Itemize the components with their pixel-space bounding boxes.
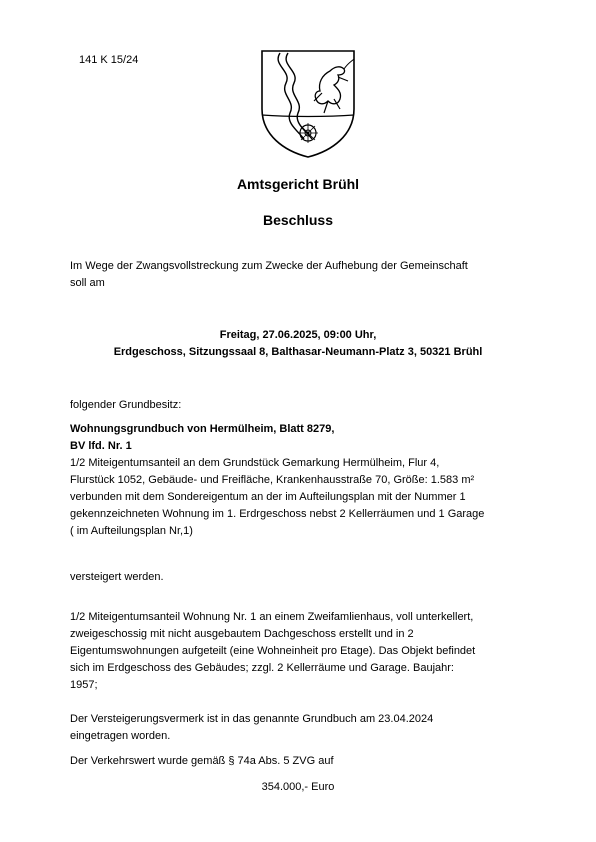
court-name: Amtsgericht Brühl — [236, 176, 360, 192]
beschreibung-paragraph — [70, 609, 540, 694]
coat-of-arms-icon — [258, 47, 358, 159]
grundbesitz-line: ( im Aufteilungsplan Nr,1) — [70, 525, 193, 537]
grundbesitz-line: Flurstück 1052, Gebäude- und Freifläche, Krankenhausstraße 70, Größe: 1.583 m² — [70, 474, 475, 486]
vermerk-line: eingetragen worden. — [70, 730, 171, 742]
beschreibung-line: sich im Erdgeschoss des Gebäudes; zzgl. 2 Kellerräume und Garage. Baujahr: — [70, 662, 454, 674]
vermerk-line: Der Versteigerungsvermerk ist in das genannte Grundbuch am 23.04.2024 — [70, 713, 434, 725]
beschreibung-line: zweigeschossig mit nicht ausgebautem Dachgeschoss erstellt und in 2 — [70, 628, 414, 640]
beschreibung-line: 1/2 Miteigentumsanteil Wohnung Nr. 1 an einem Zweifamlienhaus, voll unterkellert, — [70, 611, 474, 623]
vermerk-paragraph — [70, 711, 540, 745]
termin-date: Freitag, 27.06.2025, 09:00 Uhr, — [219, 329, 377, 341]
grundbesitz-block — [70, 421, 540, 540]
intro-line: Im Wege der Zwangsvollstreckung zum Zwecke der Aufhebung der Gemeinschaft — [70, 260, 468, 272]
intro-line: soll am — [70, 277, 105, 289]
grundbesitz-line: gekennzeichneten Wohnung im 1. Erdrgeschoss nebst 2 Kellerräumen und 1 Garage — [70, 508, 485, 520]
verkehrswert-amount: 354.000,- Euro — [261, 781, 335, 793]
document-type: Beschluss — [262, 212, 334, 228]
grundbesitz-label: folgender Grundbesitz: — [70, 399, 182, 411]
versteigert-text: versteigert werden. — [70, 571, 164, 583]
termin-block — [0, 327, 596, 361]
termin-location: Erdgeschoss, Sitzungssaal 8, Balthasar-Neumann-Platz 3, 50321 Brühl — [113, 346, 483, 358]
grundbuch-title: Wohnungsgrundbuch von Hermülheim, Blatt 8279, — [70, 423, 335, 435]
verkehrswert-label: Der Verkehrswert wurde gemäß § 74a Abs. 5 ZVG auf — [70, 755, 334, 767]
grundbesitz-line: verbunden mit dem Sondereigentum an der im Aufteilungsplan mit der Nummer 1 — [70, 491, 466, 503]
bv-number: BV lfd. Nr. 1 — [70, 440, 132, 452]
grundbesitz-line: 1/2 Miteigentumsanteil an dem Grundstück Gemarkung Hermülheim, Flur 4, — [70, 457, 440, 469]
beschreibung-line: 1957; — [70, 679, 98, 691]
case-number: 141 K 15/24 — [79, 54, 139, 66]
beschreibung-line: Eigentumswohnungen aufgeteilt (eine Wohneinheit pro Etage). Das Objekt befindet — [70, 645, 476, 657]
intro-paragraph — [70, 258, 540, 292]
